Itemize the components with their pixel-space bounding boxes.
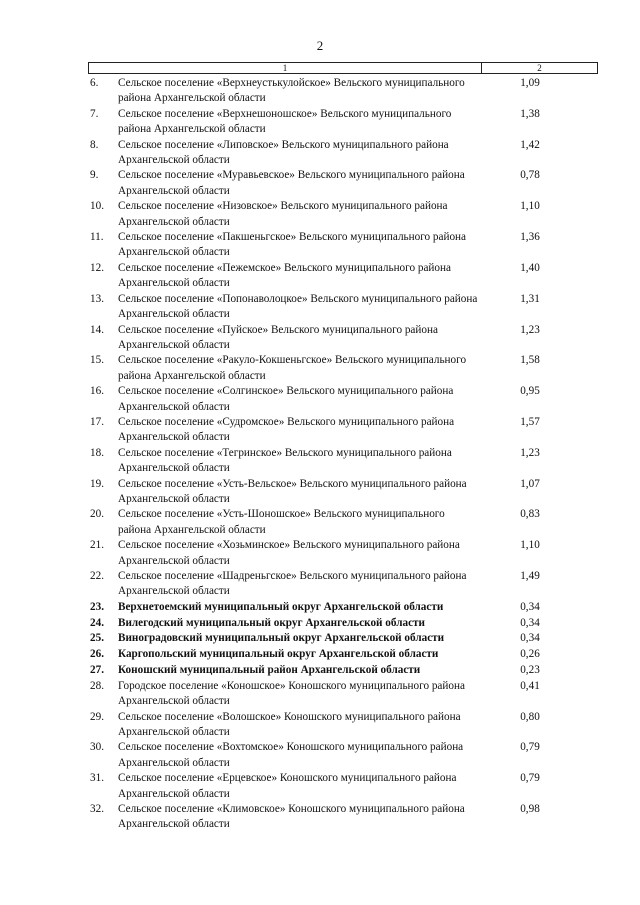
row-number: 19. (90, 477, 104, 490)
row-number: 24. (90, 616, 104, 629)
row-name: Сельское поселение «Усть-Вельское» Вельского муниципального района Архангельской области (118, 477, 467, 505)
table-row (88, 663, 598, 679)
row-name: Сельское поселение «Усть-Шоношское» Вельского муниципального района Архангельской области (118, 508, 445, 536)
column-header-1: 1 (89, 63, 482, 73)
table-row (88, 647, 598, 663)
row-number: 20. (90, 508, 104, 521)
row-name: Сельское поселение «Пуйское» Вельского муниципального района Архангельской области (118, 323, 438, 351)
row-value: 0,80 (520, 710, 540, 723)
table-row (88, 292, 598, 323)
row-value: 1,40 (520, 261, 540, 274)
row-name: Сельское поселение «Вохтомское» Коношского муниципального района Архангельской области (118, 741, 464, 769)
row-name: Сельское поселение «Верхнеустькулойское» Вельского муниципального района Архангельской области (118, 77, 465, 105)
row-value: 0,79 (520, 772, 540, 785)
row-value: 1,57 (520, 415, 540, 428)
row-value: 0,78 (520, 169, 540, 182)
row-value: 0,98 (520, 803, 540, 816)
row-value: 0,34 (520, 600, 540, 613)
row-number: 14. (90, 323, 104, 336)
table-body (88, 76, 598, 833)
table-row (88, 199, 598, 230)
table-row (88, 76, 598, 107)
table-row (88, 138, 598, 169)
row-number: 26. (90, 648, 104, 661)
row-number: 16. (90, 385, 104, 398)
row-name: Вилегодский муниципальный округ Архангельской области (118, 616, 425, 629)
table-row (88, 802, 598, 833)
table-row (88, 600, 598, 616)
row-value: 1,36 (520, 231, 540, 244)
row-name: Сельское поселение «Солгинское» Вельского муниципального района Архангельской области (118, 385, 454, 413)
row-name: Коношский муниципальный район Архангельской области (118, 664, 421, 676)
row-value: 0,41 (520, 679, 540, 692)
row-value: 1,42 (520, 138, 540, 151)
table-row (88, 415, 598, 446)
row-value: 1,09 (520, 77, 540, 89)
table-row (88, 384, 598, 415)
row-value: 0,79 (520, 741, 540, 754)
row-number: 18. (90, 446, 104, 459)
row-name: Сельское поселение «Судромское» Вельского муниципального района Архангельской области (118, 415, 455, 444)
table-row (88, 230, 598, 261)
row-number: 21. (90, 539, 104, 552)
table-row (88, 616, 598, 632)
row-value: 1,49 (520, 570, 540, 582)
row-name: Сельское поселение «Липовское» Вельского муниципального района Архангельской области (118, 138, 449, 167)
row-value: 0,95 (520, 385, 540, 398)
row-value: 0,34 (520, 632, 540, 645)
table-row (88, 538, 598, 569)
row-name: Сельское поселение «Ракуло-Кокшеньгское» Вельского муниципального района Архангельской области (118, 354, 467, 382)
row-name: Виноградовский муниципальный округ Архангельской области (118, 632, 445, 645)
row-name: Сельское поселение «Попонаволоцкое» Вельского муниципального района Архангельской области (118, 292, 478, 321)
table-row (88, 710, 598, 741)
table-row (88, 679, 598, 710)
row-value: 1,31 (520, 292, 540, 305)
row-name: Городское поселение «Коношское» Коношского муниципального района Архангельской области (118, 679, 465, 708)
row-value: 0,26 (520, 648, 540, 661)
column-header-2: 2 (537, 63, 542, 73)
row-number: 10. (90, 200, 104, 213)
row-value: 0,83 (520, 508, 540, 521)
row-number: 13. (90, 292, 104, 305)
row-value: 1,23 (520, 446, 540, 459)
table-row (88, 631, 598, 647)
row-number: 12. (90, 261, 104, 274)
row-number: 32. (90, 803, 104, 816)
row-name: Сельское поселение «Ерцевское» Коношского муниципального района Архангельской области (118, 772, 457, 800)
row-name: Сельское поселение «Шадреньгское» Вельского муниципального района Архангельской области (118, 570, 467, 598)
table-row (88, 107, 598, 138)
row-number: 25. (90, 632, 104, 645)
table-row (88, 323, 598, 354)
row-name: Верхнетоемский муниципальный округ Архангельской области (118, 600, 444, 613)
table-row (88, 353, 598, 384)
row-value: 1,10 (520, 539, 540, 552)
row-number: 28. (90, 679, 104, 692)
row-number: 6. (90, 77, 99, 89)
row-name: Сельское поселение «Волошское» Коношского муниципального района Архангельской области (118, 710, 461, 739)
row-name: Сельское поселение «Климовское» Коношского муниципального района Архангельской области (118, 803, 465, 831)
row-name: Сельское поселение «Пежемское» Вельского муниципального района Архангельской области (118, 261, 451, 290)
table-row (88, 168, 598, 199)
page-number: 2 (316, 38, 324, 53)
row-number: 27. (90, 664, 104, 676)
row-number: 22. (90, 570, 104, 582)
row-number: 9. (90, 169, 99, 182)
row-value: 1,07 (520, 477, 540, 490)
row-number: 15. (90, 354, 104, 367)
row-number: 31. (90, 772, 104, 785)
row-value: 1,58 (520, 354, 540, 367)
row-number: 8. (90, 138, 99, 151)
row-value: 1,23 (520, 323, 540, 336)
row-value: 0,34 (520, 616, 540, 629)
row-name: Сельское поселение «Низовское» Вельского муниципального района Архангельской области (118, 200, 448, 228)
row-number: 17. (90, 415, 104, 428)
row-number: 7. (90, 107, 99, 120)
table-row (88, 507, 598, 538)
row-name: Сельское поселение «Тегринское» Вельского муниципального района Архангельской области (118, 446, 452, 475)
table-row (88, 261, 598, 292)
table-row (88, 446, 598, 477)
table-row (88, 740, 598, 771)
row-number: 30. (90, 741, 104, 754)
table-header (88, 62, 598, 74)
row-name: Сельское поселение «Хозьминское» Вельского муниципального района Архангельской области (118, 539, 460, 567)
row-value: 1,38 (520, 107, 540, 120)
table-row (88, 771, 598, 802)
table-row (88, 569, 598, 600)
table-row (88, 477, 598, 508)
row-name: Сельское поселение «Пакшеньгское» Вельского муниципального района Архангельской области (118, 231, 467, 259)
row-number: 23. (90, 600, 104, 613)
row-value: 1,10 (520, 200, 540, 213)
row-name: Сельское поселение «Муравьевское» Вельского муниципального района Архангельской области (118, 169, 465, 197)
row-number: 11. (90, 231, 104, 244)
row-name: Сельское поселение «Верхнешоношское» Вельского муниципального района Архангельской области (118, 107, 452, 136)
row-value: 0,23 (520, 664, 540, 676)
row-number: 29. (90, 710, 104, 723)
row-name: Каргопольский муниципальный округ Архангельской области (118, 648, 439, 661)
